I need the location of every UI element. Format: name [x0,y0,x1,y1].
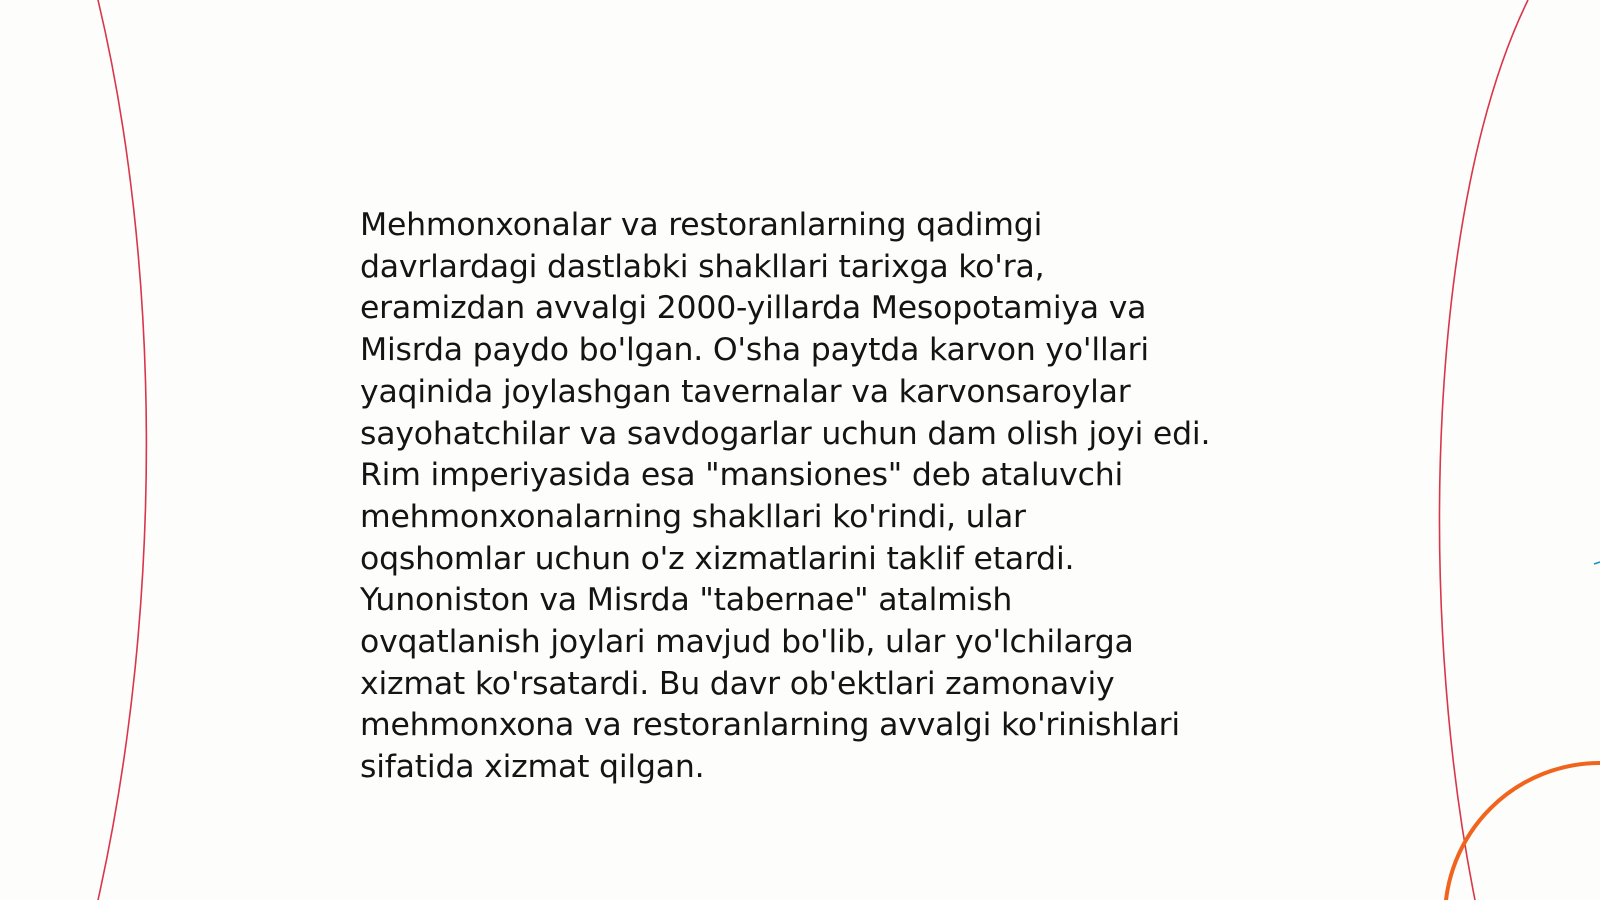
slide-body-text: Mehmonxonalar va restoranlarning qadimgi davrlardagi dastlabki shakllari tarixga ko'ra, eramizdan avvalgi 2000-yillarda Mesopotamiya va Misrda paydo bo'lgan. O'sha paytda karvon yo'llari yaqinida joylashgan tavernalar va karvonsaroylar sayohatchilar va savdogarlar uchun dam olish joyi edi. Rim imperiyasida esa "mansiones" deb ataluvchi mehmonxonalarning shakllari ko'rindi, ular oqshomlar uchun o'z xizmatlarini taklif etardi. Yunoniston va Misrda "tabernae" atalmish ovqatlanish joylari mavjud bo'lib, ular yo'lchilarga xizmat ko'rsatardi. Bu davr ob'ektlari zamonaviy mehmonxona va restoranlarning avvalgi ko'rinishlari sifatida xizmat qilgan. [360,207,1211,786]
blue-accent-mark [1594,562,1600,564]
right-decorative-curve [1439,0,1528,900]
left-decorative-curve [98,0,146,900]
orange-decorative-arc [1445,763,1600,900]
